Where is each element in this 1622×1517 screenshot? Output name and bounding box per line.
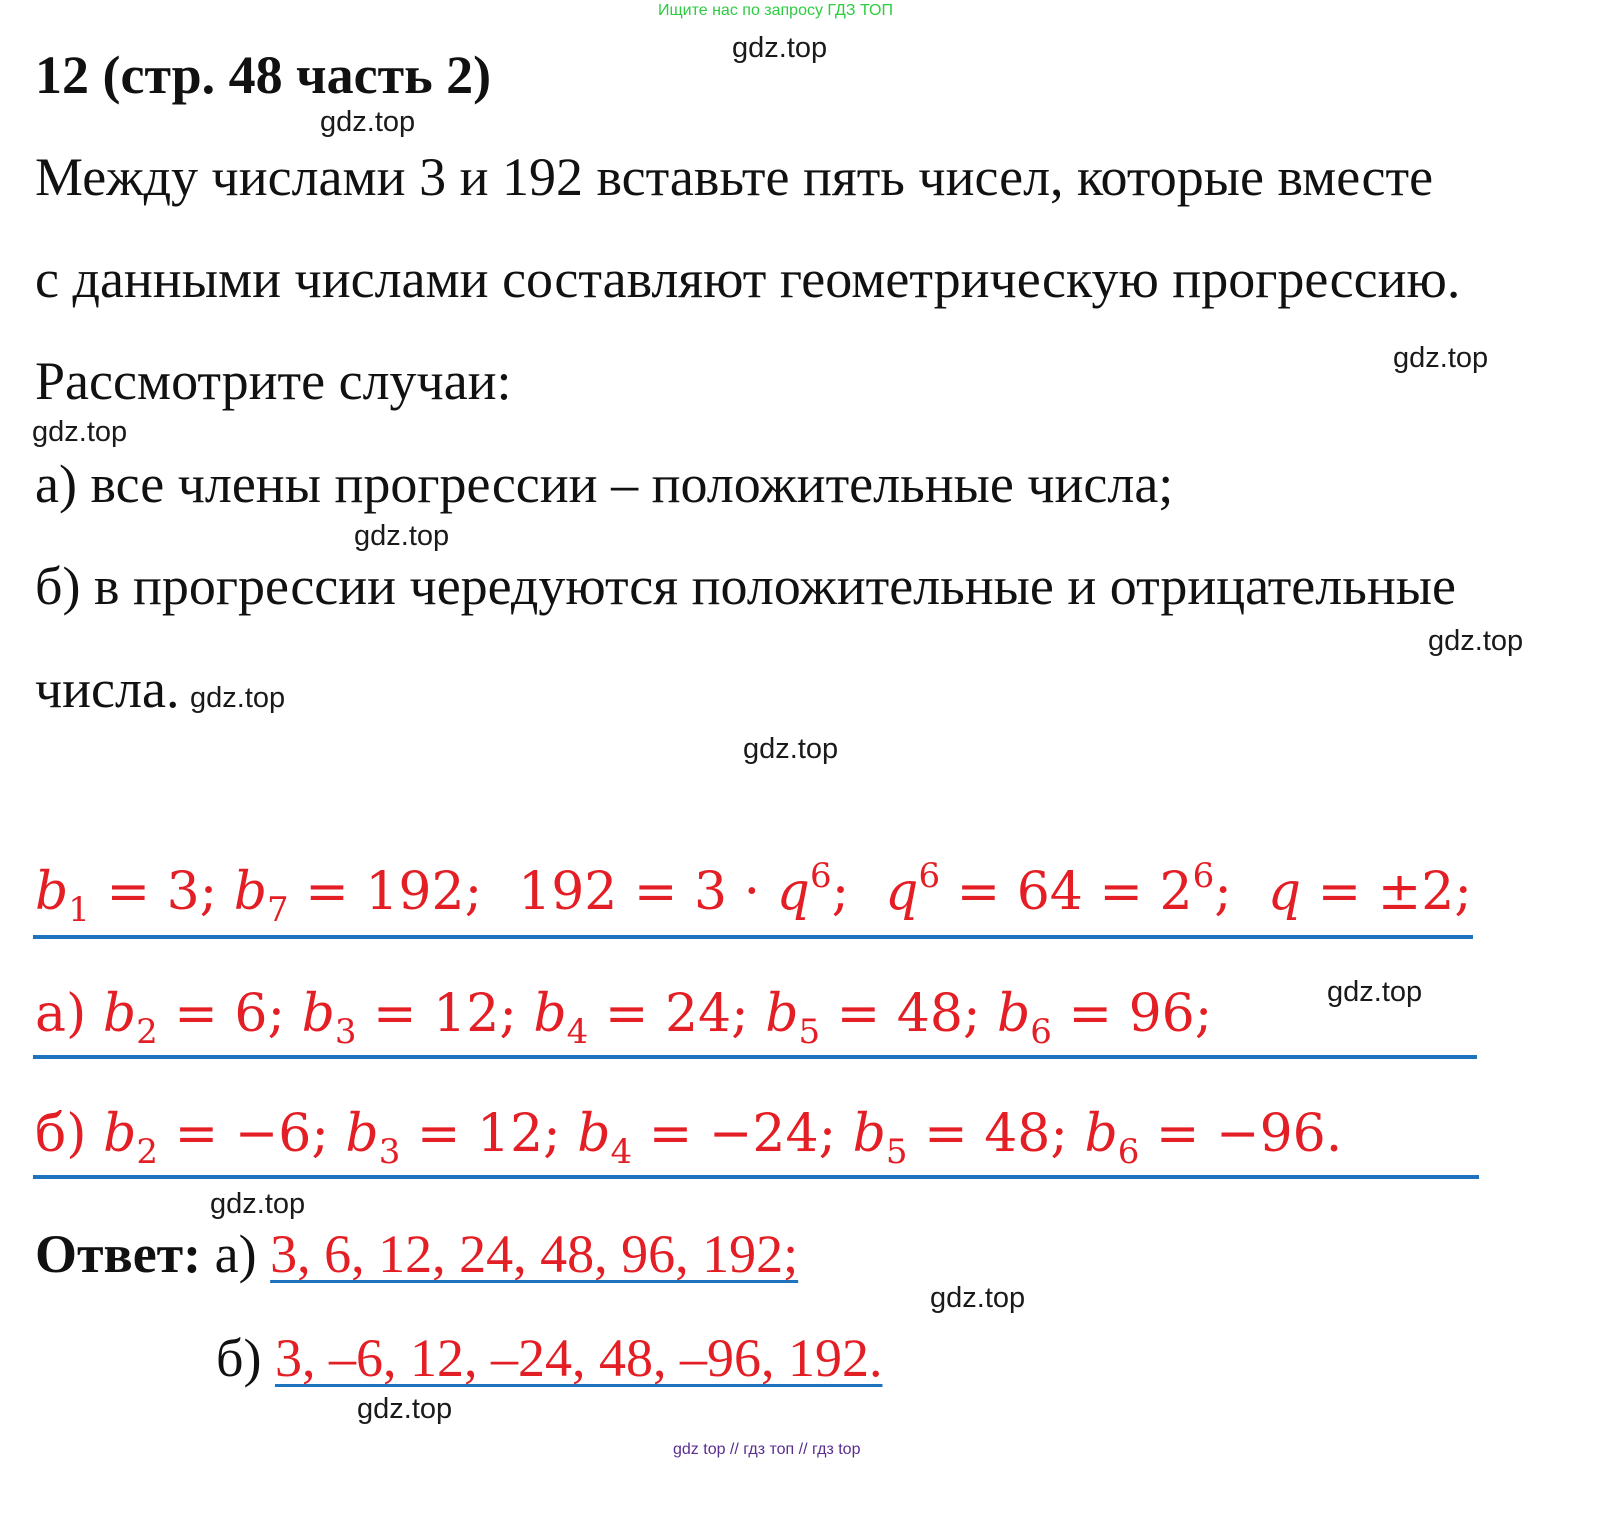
watermark: gdz.top (357, 1393, 453, 1425)
answer-b-value: 3, –6, 12, –24, 48, –96, 192. (274, 1328, 883, 1388)
solution-line-1: $b_1 = 3$; $b_7 = 192$; $192 = 3 \cdot q^6$; $q^6 = 64 = 2^6$; q = ±2; (35, 856, 1472, 930)
watermark: gdz.top (930, 1282, 1026, 1314)
watermark: gdz.top (210, 1188, 306, 1220)
task-case-b-cont: числа. (35, 659, 180, 719)
task-title: 12 (стр. 48 часть 2) (35, 45, 492, 105)
answer-label: Ответ: (35, 1224, 202, 1284)
watermark: gdz.top (732, 32, 828, 64)
watermark: gdz.top (190, 682, 286, 714)
watermark: gdz.top (1393, 342, 1489, 374)
solution-line-2: а) $b_2 = 6$; $b_3 = 12$; $b_4 = 24$; $b_5 = 48$; $b_6 = 96$; (35, 984, 1213, 1052)
answer-a-value: 3, 6, 12, 24, 48, 96, 192; (270, 1224, 799, 1284)
top-banner: Ищите нас по запросу ГДЗ ТОП (658, 2, 893, 19)
task-line: Рассмотрите случаи: (35, 351, 512, 411)
task-case-a: а) все члены прогрессии – положительные числа; (35, 454, 1174, 514)
task-case-b: б) в прогрессии чередуются положительные и отрицательные (35, 556, 1456, 616)
answer-a: Ответ: а) 3, 6, 12, 24, 48, 96, 192; (35, 1224, 799, 1284)
underline (33, 1055, 1477, 1059)
answer-b: б) 3, –6, 12, –24, 48, –96, 192. (216, 1328, 883, 1388)
watermark: gdz.top (32, 416, 128, 448)
underline (33, 1175, 1479, 1179)
watermark: gdz.top (354, 520, 450, 552)
watermark: gdz.top (1327, 976, 1423, 1008)
watermark: gdz.top (743, 733, 839, 765)
underline (33, 935, 1473, 939)
bottom-banner: gdz top // гдз топ // гдз top (673, 1441, 861, 1458)
solution-line-3: б) $b_2 = -6$; $b_3 = 12$; $b_4 = -24$; $b_5 = 48$; $b_6 = -96$. (35, 1104, 1343, 1172)
watermark: gdz.top (1428, 625, 1524, 657)
task-line: с данными числами составляют геометрическую прогрессию. (35, 249, 1461, 309)
watermark: gdz.top (320, 106, 416, 138)
task-line: Между числами 3 и 192 вставьте пять чисел, которые вместе (35, 147, 1434, 207)
